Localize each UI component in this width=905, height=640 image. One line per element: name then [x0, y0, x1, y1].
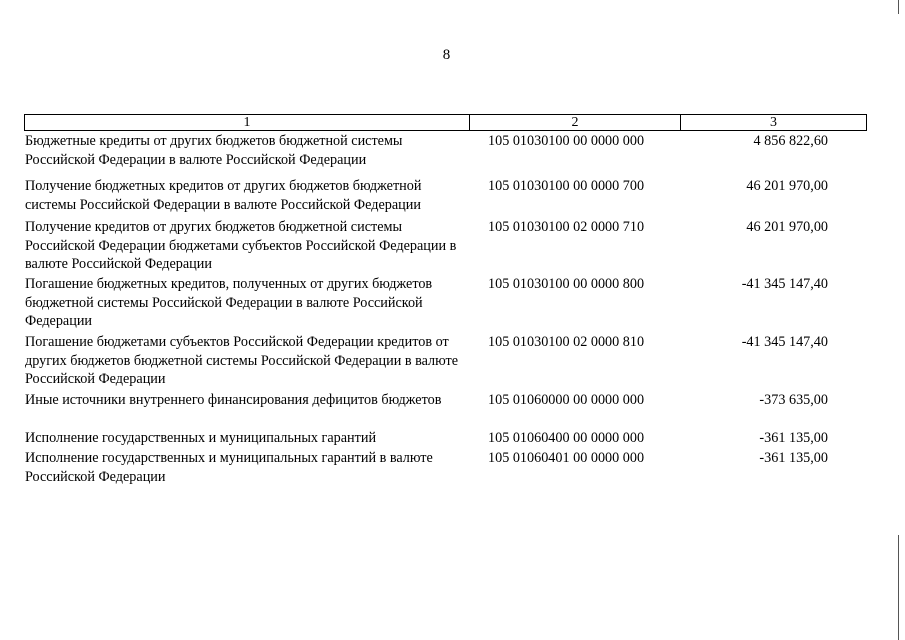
page-number: 8	[442, 47, 451, 63]
row-code: 105 01060401 00 0000 000	[488, 450, 645, 466]
row-code: 105 01060400 00 0000 000	[488, 430, 645, 446]
row-description: Погашение бюджетных кредитов, полученных от других бюджетов бюджетной системы Российской Федерации в валюте Российской Федерации	[25, 276, 433, 329]
row-amount: -41 345 147,40	[741, 334, 828, 350]
row-description: Получение кредитов от других бюджетов бюджетной системы Российской Федерации бюджетами субъектов Российской Федерации в валюте Российской Федерации	[25, 219, 457, 272]
row-description: Исполнение государственных и муниципальных гарантий в валюте Российской Федерации	[25, 450, 433, 485]
row-description: Получение бюджетных кредитов от других бюджетов бюджетной системы Российской Федерации в валюте Российской Федерации	[25, 178, 422, 213]
column-header-2: 2	[470, 115, 681, 130]
row-code: 105 01030100 00 0000 800	[488, 276, 645, 292]
row-amount: -41 345 147,40	[741, 276, 828, 292]
table-header	[24, 114, 867, 131]
row-code: 105 01030100 02 0000 710	[488, 219, 645, 235]
row-amount: -361 135,00	[759, 430, 828, 446]
scan-edge-line	[898, 535, 899, 640]
row-amount: 4 856 822,60	[753, 133, 828, 149]
row-amount: 46 201 970,00	[746, 178, 828, 194]
row-description: Погашение бюджетами субъектов Российской Федерации кредитов от других бюджетов бюджетной системы Российской Федерации в валюте Российской Федерации	[25, 334, 459, 387]
column-header-3: 3	[770, 115, 777, 130]
row-description: Исполнение государственных и муниципальных гарантий	[25, 430, 377, 446]
row-code: 105 01030100 00 0000 000	[488, 133, 645, 149]
row-amount: 46 201 970,00	[746, 219, 828, 235]
column-header-1: 1	[25, 115, 470, 130]
row-amount: -373 635,00	[759, 392, 828, 408]
row-description: Бюджетные кредиты от других бюджетов бюджетной системы Российской Федерации в валюте Российской Федерации	[25, 133, 403, 168]
row-amount: -361 135,00	[759, 450, 828, 466]
row-code: 105 01030100 00 0000 700	[488, 178, 645, 194]
row-code: 105 01060000 00 0000 000	[488, 392, 645, 408]
row-code: 105 01030100 02 0000 810	[488, 334, 645, 350]
row-description: Иные источники внутреннего финансирования дефицитов бюджетов	[25, 392, 442, 408]
scan-edge-line	[898, 0, 899, 14]
